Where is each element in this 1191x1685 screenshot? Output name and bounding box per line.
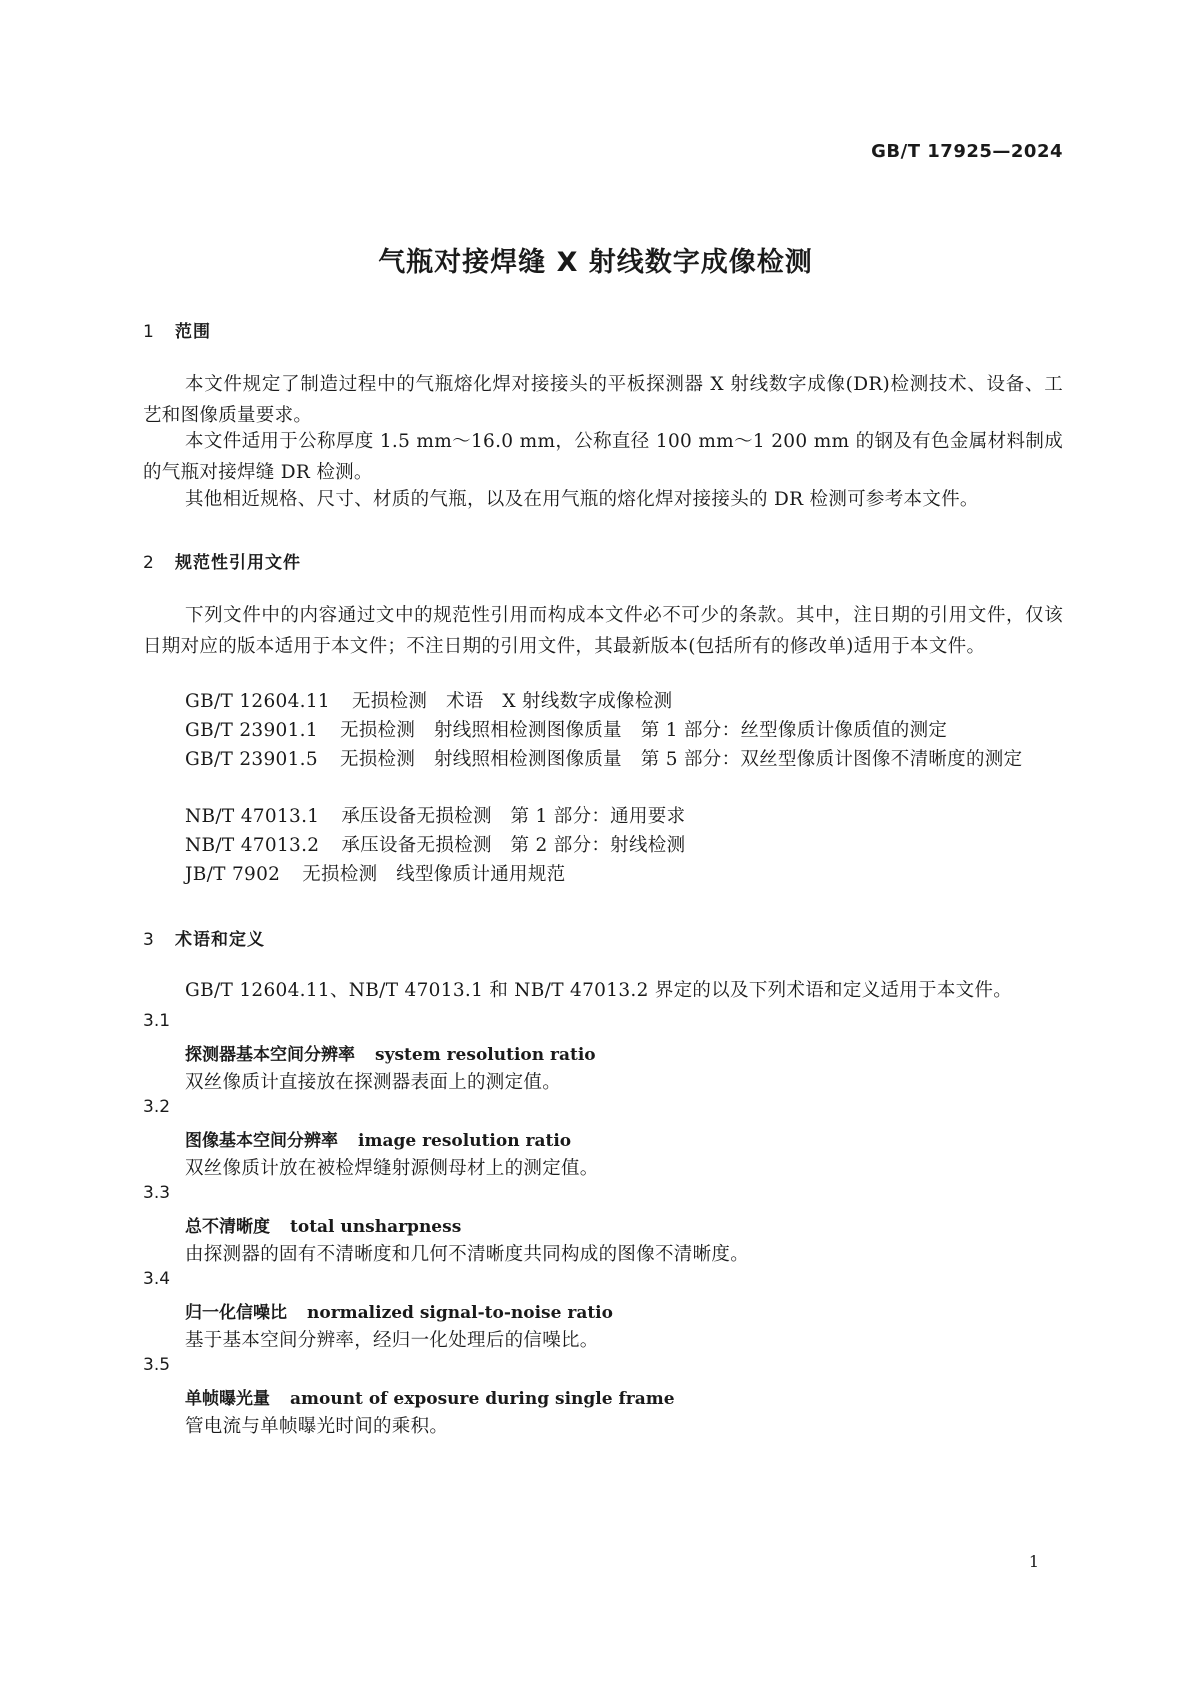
section-1-paragraph-2: 本文件适用于公称厚度 1.5 mm～16.0 mm，公称直径 100 mm～1 200 mm 的钢及有色金属材料制成的气瓶对接焊缝 DR 检测。: [143, 431, 1063, 483]
reference-item: [185, 859, 565, 890]
term-number: 3.4: [143, 1269, 171, 1289]
section-1-heading: [143, 317, 211, 342]
term-name-zh: 单帧曝光量: [185, 1389, 270, 1409]
section-1-paragraph-3: 其他相近规格、尺寸、材质的气瓶，以及在用气瓶的熔化焊对接接头的 DR 检测可参考本文件。: [185, 489, 979, 510]
section-2-intro: 下列文件中的内容通过文中的规范性引用而构成本文件必不可少的条款。其中，注日期的引用文件，仅该日期对应的版本适用于本文件；不注日期的引用文件，其最新版本(包括所有的修改单)适用于本文件。: [143, 605, 1063, 657]
term-number: 3.3: [143, 1183, 171, 1203]
reference-item: [143, 744, 1063, 775]
term-definition: 由探测器的固有不清晰度和几何不清晰度共同构成的图像不清晰度。: [185, 1244, 750, 1265]
term-name: [185, 1298, 613, 1323]
term-name-en: image resolution ratio: [358, 1131, 572, 1151]
section-2-heading: [143, 548, 301, 573]
term-number: 3.2: [143, 1097, 171, 1117]
reference-code: NB/T 47013.2: [185, 835, 320, 856]
term-name-zh: 图像基本空间分辨率: [185, 1131, 338, 1151]
term-definition: 基于基本空间分辨率，经归一化处理后的信噪比。: [185, 1330, 599, 1351]
section-title: 术语和定义: [175, 930, 265, 950]
term-name-en: total unsharpness: [290, 1217, 462, 1237]
term-definition: 双丝像质计放在被检焊缝射源侧母材上的测定值。: [185, 1158, 599, 1179]
reference-title: 承压设备无损检测 第 1 部分：通用要求: [341, 806, 686, 827]
term-name-en: normalized signal-to-noise ratio: [307, 1303, 613, 1323]
document-title: 气瓶对接焊缝 X 射线数字成像检测: [378, 247, 813, 278]
standard-code: GB/T 17925—2024: [871, 141, 1063, 162]
section-number: 1: [143, 322, 155, 342]
reference-code: GB/T 12604.11: [185, 691, 330, 712]
term-name-en: system resolution ratio: [375, 1045, 596, 1065]
reference-item: [185, 801, 685, 832]
reference-code: GB/T 23901.5: [185, 749, 318, 770]
reference-code: JB/T 7902: [185, 864, 281, 885]
section-title: 范围: [175, 322, 211, 342]
section-3-intro: GB/T 12604.11、NB/T 47013.1 和 NB/T 47013.2 界定的以及下列术语和定义适用于本文件。: [185, 980, 1013, 1001]
section-1-paragraph-1: 本文件规定了制造过程中的气瓶熔化焊对接接头的平板探测器 X 射线数字成像(DR)检测技术、设备、工艺和图像质量要求。: [143, 374, 1063, 426]
reference-item: [185, 715, 947, 746]
term-definition: 管电流与单帧曝光时间的乘积。: [185, 1416, 449, 1437]
section-title: 规范性引用文件: [175, 553, 301, 573]
term-number: 3.5: [143, 1355, 171, 1375]
term-name-zh: 总不清晰度: [185, 1217, 270, 1237]
term-definition: 双丝像质计直接放在探测器表面上的测定值。: [185, 1072, 562, 1093]
reference-title: 无损检测 术语 X 射线数字成像检测: [352, 691, 673, 712]
term-name: [185, 1384, 675, 1409]
reference-title: 承压设备无损检测 第 2 部分：射线检测: [341, 835, 686, 856]
reference-title: 无损检测 射线照相检测图像质量 第 1 部分：丝型像质计像质值的测定: [339, 720, 948, 741]
page-number: 1: [1028, 1552, 1039, 1571]
section-number: 3: [143, 930, 155, 950]
reference-item: [185, 830, 685, 861]
term-name: [185, 1040, 596, 1065]
term-name: [185, 1212, 461, 1237]
term-name-zh: 探测器基本空间分辨率: [185, 1045, 355, 1065]
term-name-en: amount of exposure during single frame: [290, 1389, 675, 1409]
reference-title: 无损检测 射线照相检测图像质量 第 5 部分：双丝型像质计图像不清晰度的测定: [339, 749, 1023, 770]
term-name-zh: 归一化信噪比: [185, 1303, 287, 1323]
term-number: 3.1: [143, 1011, 171, 1031]
reference-item: [185, 686, 672, 717]
section-3-heading: [143, 925, 265, 950]
section-number: 2: [143, 553, 155, 573]
reference-title: 无损检测 线型像质计通用规范: [302, 864, 566, 885]
reference-code: NB/T 47013.1: [185, 806, 320, 827]
term-name: [185, 1126, 571, 1151]
reference-code: GB/T 23901.1: [185, 720, 318, 741]
